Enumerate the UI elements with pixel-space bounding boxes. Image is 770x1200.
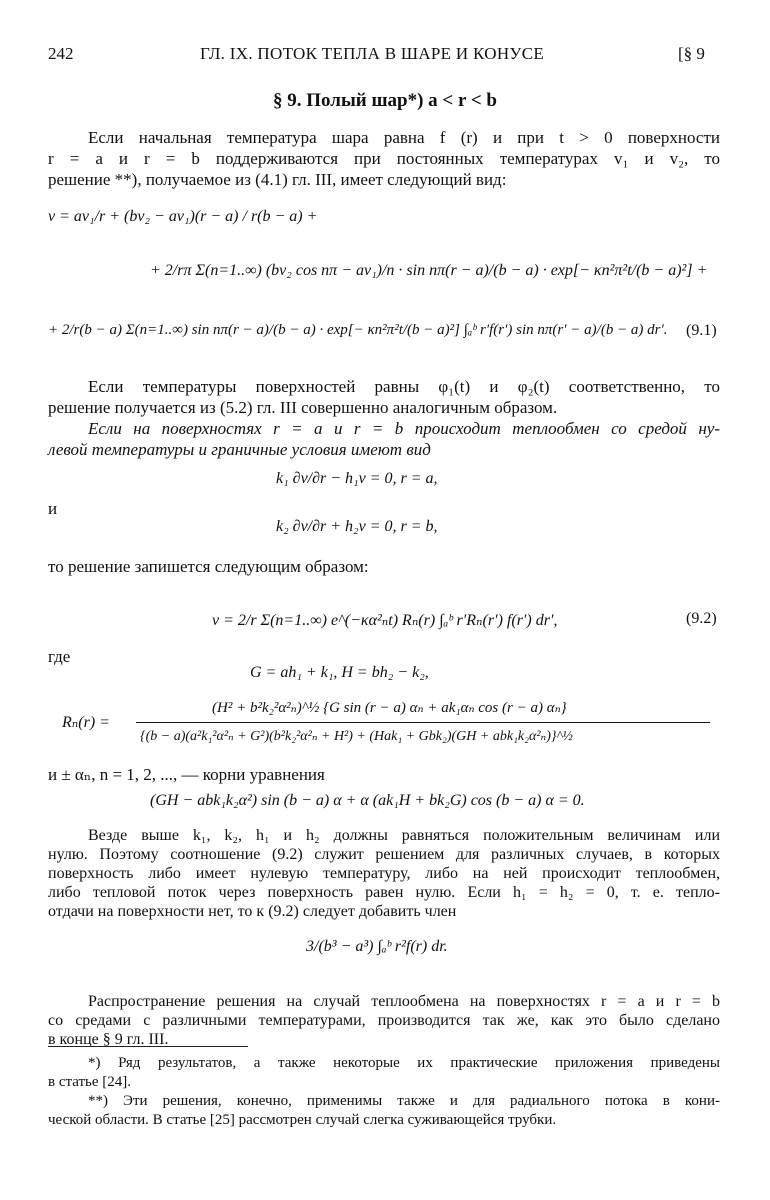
- text-line: со средами с различными температурами, производится так же, как это было сделано: [48, 1012, 720, 1029]
- boundary-condition-2: k₂ ∂v/∂r + h₂v = 0, r = b,: [276, 518, 438, 535]
- rn-denominator: {(b − a)(a²k₁²α²ₙ + G²)(b²k₂²α²ₙ + H²) + (Hak₁ + Gbk₂)(GH + abk₁k₂α²ₙ)}^½: [140, 729, 573, 744]
- footnote-line: *) Ряд результатов, а также некоторые их практические приложения приведены: [88, 1055, 720, 1071]
- equation-9-1-line-3: + 2/r(b − a) Σ(n=1..∞) sin nπ(r − a)/(b − a) · exp[− κn²π²t/(b − a)²] ∫ₐᵇ r′f(r′) sin nπ(r′ − a)/(b − a) dr′.: [48, 322, 668, 338]
- word-where: где: [48, 647, 71, 666]
- rn-numerator: (H² + b²k₂²α²ₙ)^½ {G sin (r − a) αₙ + ak₁αₙ cos (r − a) αₙ}: [212, 700, 567, 716]
- equation-9-2: v = 2/r Σ(n=1..∞) e^(−κα²ₙt) Rₙ(r) ∫ₐᵇ r′Rₙ(r′) f(r′) dr′,: [212, 612, 558, 629]
- running-title: ГЛ. IX. ПОТОК ТЕПЛА В ШАРЕ И КОНУСЕ: [200, 44, 545, 63]
- text-line: r = a и r = b поддерживаются при постоянных температурах v₁ и v₂, то: [48, 149, 720, 168]
- footnote-line: в статье [24].: [48, 1074, 132, 1090]
- rn-lhs: Rₙ(r) =: [62, 714, 110, 731]
- text-line: Везде выше k₁, k₂, h₁ и h₂ должны равняться положительным величинам или: [88, 827, 720, 844]
- section-title: § 9. Полый шар*) a < r < b: [273, 90, 497, 111]
- conjunction-and: и: [48, 499, 58, 518]
- boundary-condition-1: k₁ ∂v/∂r − h₁v = 0, r = a,: [276, 470, 438, 487]
- text-line: решение получается из (5.2) гл. III совершенно аналогичным образом.: [48, 398, 558, 417]
- paragraph-heat-exchange: [48, 418, 720, 460]
- equation-number-9-1: (9.1): [686, 322, 717, 339]
- section-mark: [§ 9: [678, 44, 705, 63]
- paragraph-variable-temps: [48, 376, 720, 418]
- paragraph-solution-intro: то решение запишется следующим образом:: [48, 557, 369, 576]
- text-line: Если температуры поверхностей равны φ₁(t) и φ₂(t) соответственно, то: [88, 377, 720, 396]
- text-line: решение **), получаемое из (4.1) гл. III, имеет следующий вид:: [48, 170, 507, 189]
- roots-equation: (GH − abk₁k₂α²) sin (b − a) α + α (ak₁H + bk₂G) cos (b − a) α = 0.: [150, 792, 585, 809]
- paragraph-extension: [48, 992, 720, 1049]
- extra-term: 3/(b³ − a³) ∫ₐᵇ r²f(r) dr.: [306, 938, 448, 955]
- text-line: Если на поверхностях r = a и r = b происходит теплообмен со средой ну-: [88, 419, 720, 438]
- equation-9-1-line-1: v = av₁/r + (bv₂ − av₁)(r − a) / r(b − a) +: [48, 208, 318, 225]
- fraction-bar: [136, 722, 710, 723]
- roots-intro: и ± αₙ, n = 1, 2, ..., — корни уравнения: [48, 765, 325, 784]
- footnote-divider: [48, 1046, 248, 1047]
- text-line: Распространение решения на случай теплообмена на поверхностях r = a и r = b: [88, 993, 720, 1010]
- paragraph-conditions: [48, 826, 720, 921]
- footnote-line: **) Эти решения, конечно, применимы также и для радиального потока в кони-: [88, 1093, 720, 1109]
- paragraph-intro: [48, 127, 720, 190]
- equation-number-9-2: (9.2): [686, 610, 717, 627]
- definition-g-h: G = ah₁ + k₁, H = bh₂ − k₂,: [250, 664, 429, 681]
- page-number: 242: [48, 44, 74, 63]
- text-line: либо тепловой поток через поверхность равен нулю. Если h₁ = h₂ = 0, т. е. тепло-: [48, 884, 720, 901]
- footnote-line: ческой области. В статье [25] рассмотрен случай слегка суживающейся трубки.: [48, 1112, 557, 1128]
- text-line: в конце § 9 гл. III.: [48, 1031, 169, 1048]
- text-line: отдачи на поверхности нет, то к (9.2) следует добавить член: [48, 903, 457, 920]
- text-line: левой температуры и граничные условия имеют вид: [48, 440, 431, 459]
- footnotes: [48, 1054, 720, 1130]
- text-line: Если начальная температура шара равна f (r) и при t > 0 поверхности: [88, 128, 720, 147]
- equation-9-1-line-2: + 2/rπ Σ(n=1..∞) (bv₂ cos nπ − av₁)/n · sin nπ(r − a)/(b − a) · exp[− κn²π²t/(b − a)²] +: [150, 262, 708, 279]
- text-line: поверхность либо имеет нулевую температуру, либо на ней происходит теплообмен,: [48, 865, 720, 882]
- text-line: нулю. Поэтому соотношение (9.2) служит решением для различных случаев, в которых: [48, 846, 720, 863]
